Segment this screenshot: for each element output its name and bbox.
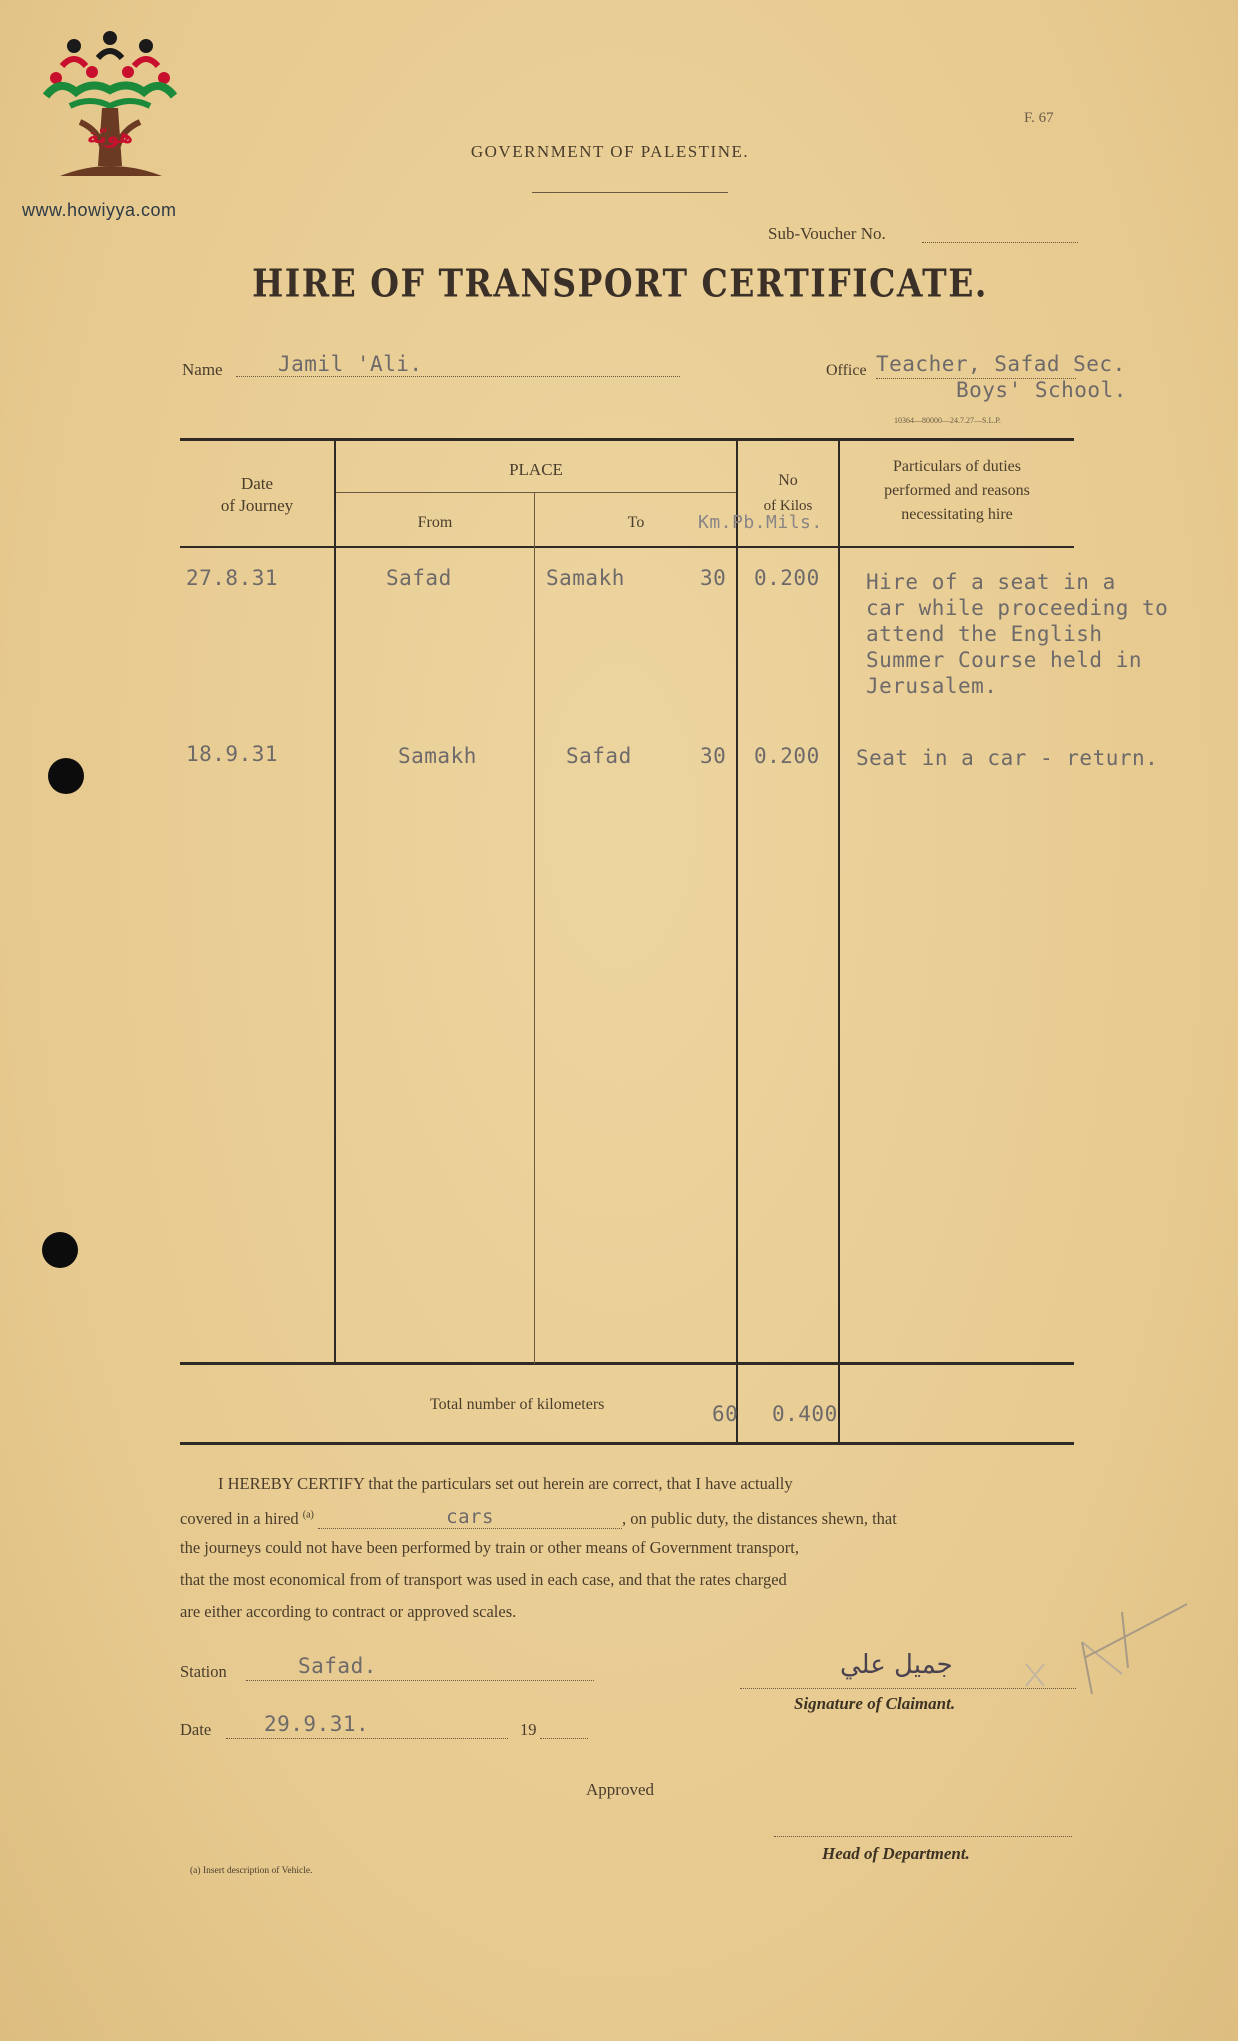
certify-line-1: I HEREBY CERTIFY that the particulars set out herein are correct, that I have actually [218,1474,793,1493]
head-signature-field[interactable] [774,1836,1072,1837]
subvoucher-field[interactable] [922,242,1078,243]
office-value-line1: Teacher, Safad Sec. [876,352,1126,376]
certify-line-3: the journeys could not have been performed by train or other means of Government transport, [180,1538,800,1557]
date-label: Date [180,1720,212,1739]
table-bottom-rule [180,1362,1074,1365]
total-amount: 0.400 [772,1402,838,1426]
vehicle-field[interactable] [318,1506,622,1529]
logo-brand: هويّة [86,124,134,148]
col-date-header-2: of Journey [220,496,294,515]
col-divider-no [838,440,840,1364]
row-amount: 0.200 [754,744,820,768]
row-to: Safad [566,744,632,768]
certify-footnote-mark: (a) [302,1509,314,1521]
col-from-header: From [417,514,453,531]
date-year-prefix: 19 [520,1720,537,1739]
row-km: 30 [700,744,727,768]
family-tree-icon [40,26,180,196]
certify-line-2-post: , on public duty, the distances shewn, that [622,1509,897,1528]
head-of-department-label: Head of Department. [822,1844,970,1863]
row-km: 30 [700,566,727,590]
row-particulars-1: Seat in a car - return. [856,746,1159,770]
certify-line-2-pre: covered in a hired [180,1509,299,1528]
certify-line-2 [180,1506,1080,1529]
signature-label: Signature of Claimant. [794,1694,956,1713]
col-to-header: To [627,514,645,531]
vehicle-value: cars [446,1506,494,1528]
col-no-header: No [778,472,798,489]
station-label: Station [180,1662,227,1681]
row-particulars-2: car while proceeding to [866,596,1169,620]
punch-hole-bottom [42,1232,78,1268]
col-place-header: PLACE [509,460,563,479]
form-code: F. 67 [1024,110,1054,126]
col-particulars-header-1: Particulars of duties [893,458,1021,475]
logo-site-url[interactable]: www.howiyya.com [22,200,177,220]
table-header-rule [180,546,1074,548]
col-particulars-header-3: necessitating hire [901,506,1013,523]
station-field[interactable] [246,1680,594,1681]
col-no-kilos-header: of Kilos [763,498,813,514]
date-value: 29.9.31. [264,1712,370,1736]
office-value-line2: Boys' School. [956,378,1127,402]
certificate-title: HIRE OF TRANSPORT CERTIFICATE. [252,261,988,306]
name-value: Jamil 'Ali. [278,352,423,376]
table-top-rule [180,438,1074,441]
subvoucher-label: Sub-Voucher No. [768,224,886,243]
name-field[interactable] [236,376,680,377]
footnote: (a) Insert description of Vehicle. [190,1866,313,1876]
total-label: Total number of kilometers [430,1396,605,1413]
date-year-field[interactable] [540,1738,588,1739]
total-bottom-rule [180,1442,1074,1445]
total-divider-right [838,1364,840,1444]
certify-line-4: that the most economical from of transport was used in each case, and that the rates charged [180,1570,787,1589]
place-subheader-rule [336,492,736,493]
col-divider-from [534,492,535,1364]
row-particulars-1: Hire of a seat in a [866,570,1116,594]
row-to: Samakh [546,566,625,590]
row-amount: 0.200 [754,566,820,590]
government-heading: GOVERNMENT OF PALESTINE. [470,142,750,161]
row-particulars-5: Jerusalem. [866,674,998,698]
station-value: Safad. [298,1654,377,1678]
col-particulars-header-2: performed and reasons [884,482,1030,499]
row-particulars-4: Summer Course held in [866,648,1143,672]
row-from: Samakh [398,744,477,768]
punch-hole-top [48,758,84,794]
checkmark-icon [1022,1598,1192,1708]
howiyya-logo [40,26,180,196]
date-field[interactable] [226,1738,508,1739]
col-divider-place [736,440,738,1364]
row-particulars-3: attend the English [866,622,1103,646]
certify-line-5: are either according to contract or approved scales. [180,1602,517,1621]
row-date: 18.9.31 [186,742,279,766]
office-label: Office [826,362,867,379]
claimant-signature: جميل علي [840,1650,953,1680]
approved-label: Approved [586,1780,654,1799]
print-reference: 10364—80000—24.7.27—S.L.P. [894,416,1001,425]
col-no-typed-unit: Km.Pb.Mils. [698,512,823,533]
name-label: Name [182,360,223,379]
heading-rule [532,192,728,193]
row-date: 27.8.31 [186,566,279,590]
col-divider-date [334,440,336,1364]
col-date-header-1: Date [240,474,274,493]
total-km: 60 [712,1402,739,1426]
row-from: Safad [386,566,452,590]
